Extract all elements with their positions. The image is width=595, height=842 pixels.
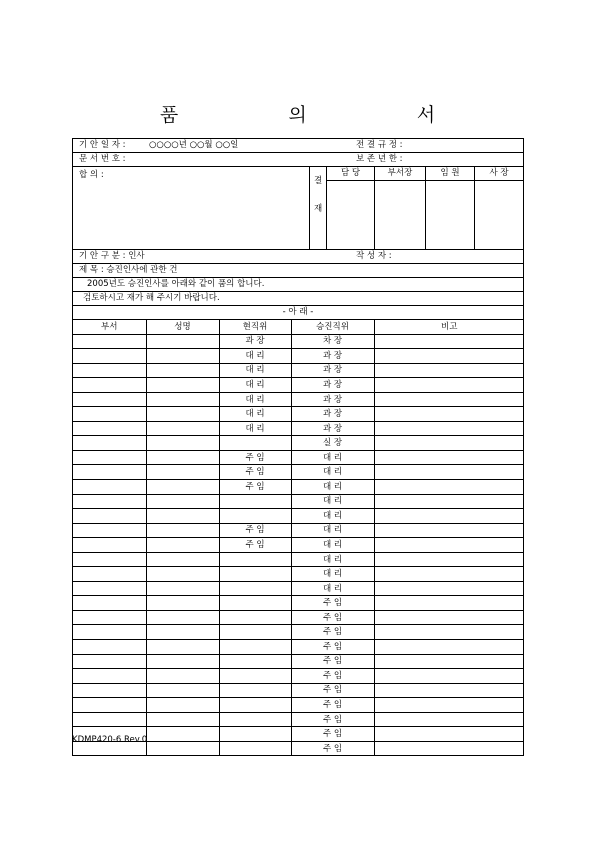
table-cell[interactable] xyxy=(374,654,524,669)
approval-box-manager[interactable]: 부서장 xyxy=(374,167,425,249)
table-row xyxy=(73,712,524,727)
table-row xyxy=(73,625,524,640)
body-line-2: 검토하시고 재가 해 주시기 바랍니다. xyxy=(73,292,523,306)
table-cell[interactable]: 주 임 xyxy=(291,625,374,640)
table-row xyxy=(73,581,524,596)
table-cell[interactable] xyxy=(146,741,219,755)
table-cell[interactable] xyxy=(374,334,524,349)
column-header: 현직위 xyxy=(219,320,291,334)
table-cell[interactable] xyxy=(374,610,524,625)
table-cell[interactable]: 과 장 xyxy=(219,334,291,349)
table-cell[interactable] xyxy=(374,480,524,495)
table-row xyxy=(73,378,524,393)
table-cell[interactable] xyxy=(73,480,146,495)
category-row xyxy=(73,250,523,264)
table-cell[interactable] xyxy=(146,654,219,669)
table-row xyxy=(73,334,524,349)
table-cell[interactable] xyxy=(73,625,146,640)
table-cell[interactable]: 주 임 xyxy=(291,698,374,713)
table-row xyxy=(73,523,524,538)
table-cell[interactable] xyxy=(146,538,219,553)
document-title: 품 의 서 xyxy=(159,104,488,126)
table-cell[interactable] xyxy=(146,596,219,611)
table-row xyxy=(73,669,524,684)
table-cell[interactable]: 주 임 xyxy=(219,465,291,480)
table-cell[interactable]: 대 리 xyxy=(291,509,374,524)
table-cell[interactable] xyxy=(374,552,524,567)
form-code: KDMP420-6 Rev.0 xyxy=(72,735,148,745)
table-cell[interactable] xyxy=(73,392,146,407)
table-cell[interactable] xyxy=(374,407,524,422)
table-cell[interactable] xyxy=(73,552,146,567)
table-row xyxy=(73,596,524,611)
table-cell[interactable]: 과 장 xyxy=(291,349,374,364)
table-cell[interactable] xyxy=(73,494,146,509)
approval-box-president[interactable]: 사 장 xyxy=(474,167,523,249)
table-cell[interactable] xyxy=(374,596,524,611)
table-cell[interactable]: 대 리 xyxy=(291,523,374,538)
table-cell[interactable] xyxy=(374,421,524,436)
table-cell[interactable]: 주 임 xyxy=(291,654,374,669)
table-cell[interactable]: 대 리 xyxy=(291,538,374,553)
table-cell[interactable] xyxy=(73,567,146,582)
table-cell[interactable] xyxy=(146,640,219,655)
table-cell[interactable]: 과 장 xyxy=(291,378,374,393)
table-cell[interactable] xyxy=(73,407,146,422)
table-row xyxy=(73,610,524,625)
table-cell[interactable] xyxy=(219,596,291,611)
approval-box-executive[interactable]: 임 원 xyxy=(425,167,474,249)
table-cell[interactable] xyxy=(219,712,291,727)
table-cell[interactable] xyxy=(374,436,524,451)
promotion-table xyxy=(73,320,524,755)
table-cell[interactable]: 주 임 xyxy=(291,669,374,684)
table-cell[interactable] xyxy=(146,363,219,378)
table-cell[interactable] xyxy=(374,378,524,393)
table-cell[interactable] xyxy=(146,698,219,713)
table-cell[interactable] xyxy=(374,669,524,684)
table-cell[interactable] xyxy=(219,552,291,567)
table-row xyxy=(73,538,524,553)
table-cell[interactable] xyxy=(374,494,524,509)
proposal-form xyxy=(72,138,524,756)
column-header: 승진직위 xyxy=(291,320,374,334)
table-cell[interactable] xyxy=(374,450,524,465)
table-cell[interactable] xyxy=(219,683,291,698)
table-cell[interactable]: 대 리 xyxy=(219,378,291,393)
below-separator: - 아 래 - xyxy=(73,306,523,320)
table-cell[interactable]: 대 리 xyxy=(291,465,374,480)
table-cell[interactable] xyxy=(73,669,146,684)
table-row xyxy=(73,480,524,495)
table-cell[interactable]: 주 임 xyxy=(291,683,374,698)
table-cell[interactable]: 대 리 xyxy=(219,392,291,407)
table-cell[interactable] xyxy=(73,712,146,727)
table-cell[interactable] xyxy=(73,683,146,698)
table-cell[interactable]: 차 장 xyxy=(291,334,374,349)
table-cell[interactable]: 주 임 xyxy=(219,538,291,553)
table-cell[interactable] xyxy=(219,610,291,625)
table-cell[interactable] xyxy=(374,625,524,640)
table-cell[interactable] xyxy=(146,392,219,407)
table-cell[interactable] xyxy=(73,421,146,436)
table-cell[interactable]: 대 리 xyxy=(291,480,374,495)
table-cell[interactable]: 과 장 xyxy=(291,392,374,407)
table-cell[interactable] xyxy=(374,538,524,553)
table-cell[interactable] xyxy=(146,552,219,567)
table-cell[interactable]: 대 리 xyxy=(291,567,374,582)
table-cell[interactable] xyxy=(146,450,219,465)
table-cell[interactable] xyxy=(374,741,524,755)
table-cell[interactable] xyxy=(146,378,219,393)
table-cell[interactable] xyxy=(146,334,219,349)
table-cell[interactable] xyxy=(73,465,146,480)
table-cell[interactable] xyxy=(219,727,291,742)
table-cell[interactable]: 과 장 xyxy=(291,363,374,378)
table-cell[interactable]: 과 장 xyxy=(291,407,374,422)
table-cell[interactable] xyxy=(73,596,146,611)
table-row xyxy=(73,698,524,713)
table-cell[interactable] xyxy=(219,640,291,655)
table-row xyxy=(73,494,524,509)
table-row xyxy=(73,640,524,655)
table-cell[interactable]: 대 리 xyxy=(291,494,374,509)
draft-date-row xyxy=(73,139,523,153)
approval-vertical-label: 결 재 xyxy=(309,167,326,249)
table-cell[interactable]: 주 임 xyxy=(291,727,374,742)
table-cell[interactable] xyxy=(146,523,219,538)
table-cell[interactable] xyxy=(146,683,219,698)
table-cell[interactable] xyxy=(374,712,524,727)
table-row xyxy=(73,567,524,582)
table-cell[interactable] xyxy=(146,669,219,684)
table-cell[interactable]: 주 임 xyxy=(291,741,374,755)
body-line-1: 2005년도 승진인사를 아래와 같이 품의 합니다. xyxy=(73,278,523,292)
table-cell[interactable] xyxy=(73,698,146,713)
table-cell[interactable] xyxy=(374,349,524,364)
table-cell[interactable] xyxy=(73,436,146,451)
category-label: 기 안 구 분 : 인사 xyxy=(79,251,145,261)
table-cell[interactable] xyxy=(73,363,146,378)
author-label: 작 성 자 : xyxy=(356,251,392,261)
doc-number-label: 문 서 번 호 : xyxy=(79,154,126,164)
table-cell[interactable] xyxy=(146,610,219,625)
table-cell[interactable] xyxy=(73,654,146,669)
table-cell[interactable] xyxy=(146,421,219,436)
table-cell[interactable] xyxy=(73,509,146,524)
approval-row xyxy=(73,167,523,250)
table-cell[interactable]: 대 리 xyxy=(291,450,374,465)
column-header: 비고 xyxy=(374,320,524,334)
table-cell[interactable]: 대 리 xyxy=(219,349,291,364)
table-cell[interactable] xyxy=(146,480,219,495)
table-cell[interactable] xyxy=(219,494,291,509)
table-cell[interactable] xyxy=(374,581,524,596)
table-cell[interactable] xyxy=(146,436,219,451)
table-cell[interactable] xyxy=(374,363,524,378)
rule-label: 전 결 규 정 : xyxy=(356,140,403,150)
table-cell[interactable] xyxy=(73,450,146,465)
table-cell[interactable] xyxy=(73,640,146,655)
table-cell[interactable] xyxy=(219,581,291,596)
table-row xyxy=(73,509,524,524)
table-cell[interactable] xyxy=(374,523,524,538)
table-cell[interactable] xyxy=(219,567,291,582)
column-header: 성명 xyxy=(146,320,219,334)
table-cell[interactable] xyxy=(374,683,524,698)
table-row xyxy=(73,465,524,480)
table-cell[interactable]: 대 리 xyxy=(219,363,291,378)
table-cell[interactable] xyxy=(146,465,219,480)
table-row xyxy=(73,654,524,669)
table-cell[interactable] xyxy=(73,334,146,349)
table-cell[interactable]: 주 임 xyxy=(219,450,291,465)
table-cell[interactable] xyxy=(146,567,219,582)
table-cell[interactable] xyxy=(374,509,524,524)
table-cell[interactable] xyxy=(73,581,146,596)
draft-date-value[interactable]: ○○○○년 ○○월 ○○일 xyxy=(149,140,239,150)
table-cell[interactable] xyxy=(73,349,146,364)
draft-date-label: 기 안 일 자 : xyxy=(79,140,126,150)
table-cell[interactable] xyxy=(219,698,291,713)
doc-number-row xyxy=(73,153,523,167)
table-row xyxy=(73,421,524,436)
table-cell[interactable] xyxy=(374,698,524,713)
table-cell[interactable] xyxy=(219,654,291,669)
table-cell[interactable] xyxy=(73,378,146,393)
table-cell[interactable] xyxy=(146,509,219,524)
table-cell[interactable] xyxy=(374,465,524,480)
table-cell[interactable]: 주 임 xyxy=(219,523,291,538)
table-cell[interactable]: 대 리 xyxy=(219,421,291,436)
table-cell[interactable] xyxy=(146,494,219,509)
column-header: 부서 xyxy=(73,320,146,334)
table-cell[interactable] xyxy=(374,640,524,655)
table-row xyxy=(73,392,524,407)
table-cell[interactable]: 주 임 xyxy=(219,480,291,495)
table-row xyxy=(73,407,524,422)
table-cell[interactable] xyxy=(374,727,524,742)
subject-row xyxy=(73,264,523,278)
table-cell[interactable]: 대 리 xyxy=(219,407,291,422)
table-cell[interactable] xyxy=(146,727,219,742)
table-cell[interactable] xyxy=(73,538,146,553)
table-cell[interactable] xyxy=(146,712,219,727)
table-cell[interactable] xyxy=(146,625,219,640)
table-header-row xyxy=(73,320,524,334)
table-cell[interactable]: 대 리 xyxy=(291,552,374,567)
table-row xyxy=(73,363,524,378)
table-cell[interactable]: 주 임 xyxy=(291,610,374,625)
table-cell[interactable]: 주 임 xyxy=(291,712,374,727)
table-cell[interactable]: 대 리 xyxy=(291,581,374,596)
table-row xyxy=(73,349,524,364)
table-row xyxy=(73,683,524,698)
table-cell[interactable] xyxy=(374,392,524,407)
table-row xyxy=(73,436,524,451)
table-cell[interactable] xyxy=(219,669,291,684)
table-cell[interactable]: 주 임 xyxy=(291,596,374,611)
table-cell[interactable] xyxy=(146,349,219,364)
table-cell[interactable] xyxy=(219,741,291,755)
table-cell[interactable] xyxy=(73,523,146,538)
table-cell[interactable]: 실 장 xyxy=(291,436,374,451)
subject-label: 제 목 : 승진인사에 관한 건 xyxy=(79,265,178,275)
table-cell[interactable] xyxy=(146,407,219,422)
retention-label: 보 존 년 한 : xyxy=(356,154,403,164)
agreement-label: 합 의 : xyxy=(79,170,104,180)
table-cell[interactable] xyxy=(219,436,291,451)
approval-box-staff[interactable]: 담 당 xyxy=(326,167,374,249)
table-cell[interactable] xyxy=(73,610,146,625)
table-cell[interactable] xyxy=(374,567,524,582)
table-cell[interactable]: 과 장 xyxy=(291,421,374,436)
table-cell[interactable]: 주 임 xyxy=(291,640,374,655)
table-cell[interactable] xyxy=(219,625,291,640)
table-row xyxy=(73,552,524,567)
table-cell[interactable] xyxy=(219,509,291,524)
table-row xyxy=(73,450,524,465)
table-cell[interactable] xyxy=(146,581,219,596)
